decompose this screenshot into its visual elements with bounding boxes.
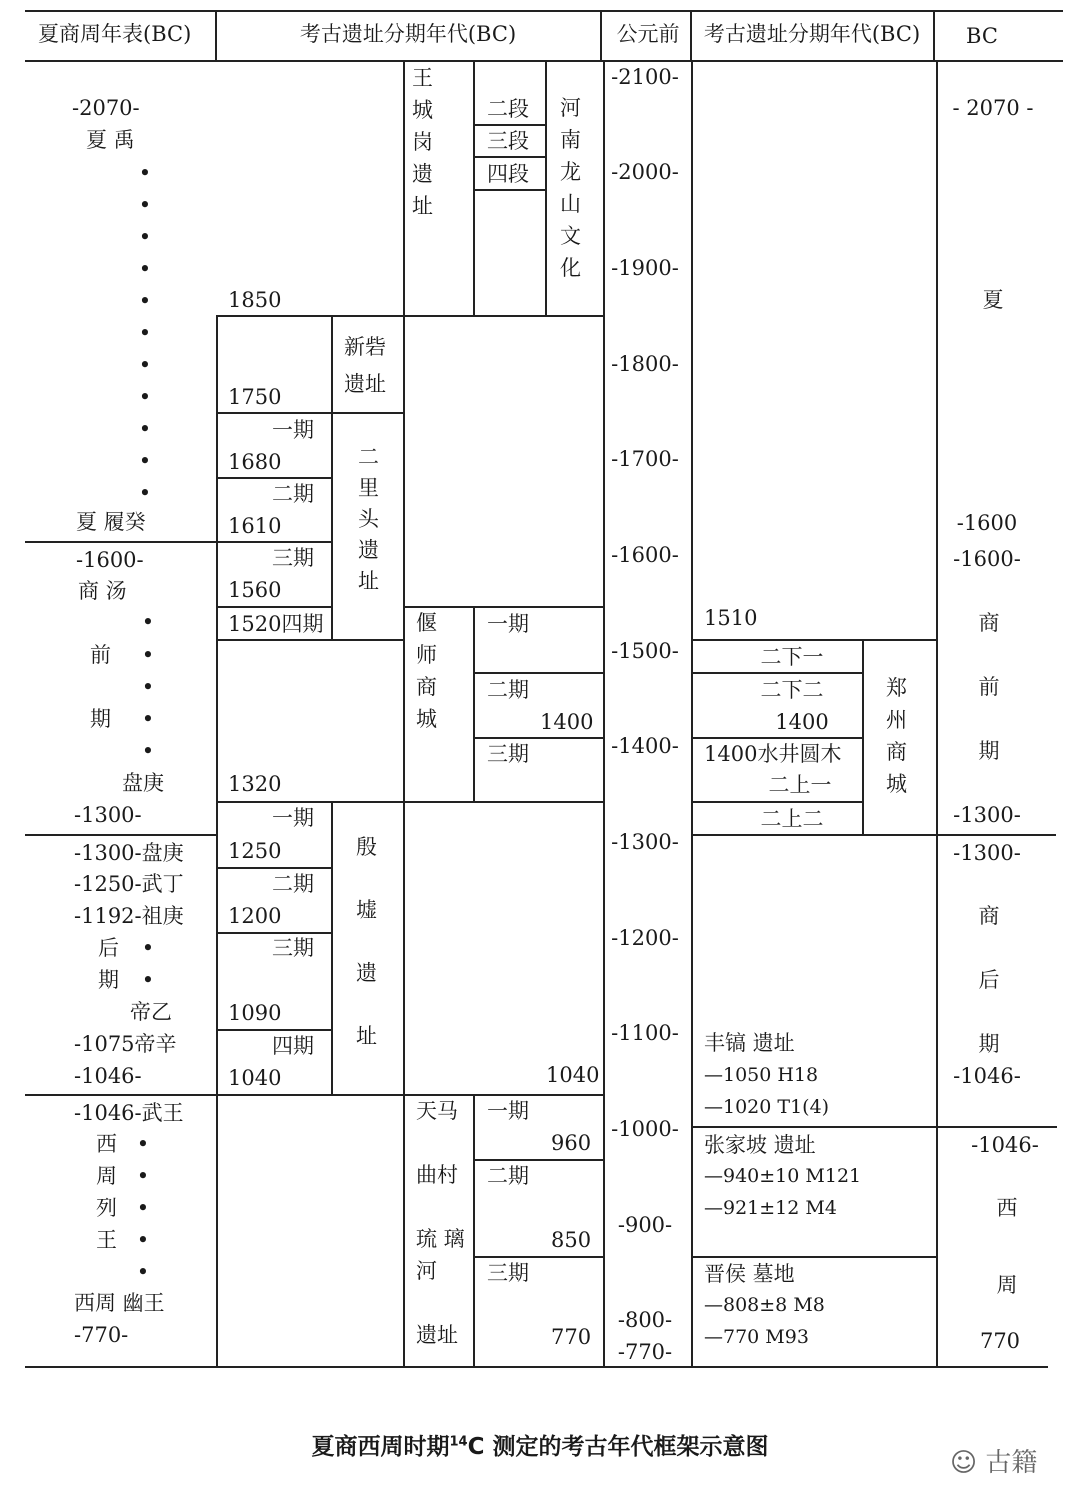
header-archaeology-left: 考古遗址分期年代(BC) [299, 22, 517, 46]
rule-h [691, 737, 863, 739]
hou-label: 后 [98, 936, 119, 960]
dot: • [138, 193, 152, 217]
ershang-2: 二上二 [760, 807, 824, 831]
zhou-char: 西 [96, 1132, 117, 1156]
year-850: 850 [551, 1228, 592, 1252]
scale-1100: -1100- [611, 1021, 679, 1045]
rule-h [216, 1029, 332, 1031]
rule-h [403, 801, 604, 803]
header-bc: BC [966, 24, 998, 48]
erxia-2: 二下二 [760, 678, 824, 702]
dot: • [138, 449, 152, 473]
bc-zhou: 周 [996, 1273, 1018, 1297]
tianma-phase-3: 三期 [487, 1261, 529, 1285]
rule-header [25, 60, 1063, 62]
dot: • [136, 1132, 150, 1156]
xia-start-year: -2070- [72, 96, 140, 120]
rule-h [691, 834, 1056, 836]
scale-1000: -1000- [611, 1117, 679, 1141]
erlitou-site: 二 里 头 遗 址 [358, 445, 379, 593]
year-1610: 1610 [228, 514, 282, 538]
scale-1300: -1300- [611, 830, 679, 854]
rule-h [216, 315, 604, 317]
ershang-1: 二上一 [768, 773, 832, 797]
rule-v [473, 1094, 475, 1367]
bc-1600: -1600 [956, 511, 1018, 535]
phase-1: 一期 [272, 418, 314, 442]
well-timber-1400: 1400水井圆木 [704, 742, 842, 766]
wuwang-1046: -1046-武王 [74, 1101, 184, 1125]
bc-shang: 商 [978, 611, 1000, 635]
bc-1046: -1046- [953, 1064, 1021, 1088]
rule-v [331, 801, 333, 1094]
year-960: 960 [551, 1131, 592, 1155]
jinhou-m93: —770 M93 [704, 1326, 809, 1348]
bc-770: 770 [979, 1329, 1021, 1353]
year-1046: -1046- [74, 1064, 142, 1088]
zugeng-1192: -1192-祖庚 [74, 904, 184, 928]
scale-1200: -1200- [611, 926, 679, 950]
zhou-char: 周 [96, 1164, 117, 1188]
scale-1700: -1700- [611, 447, 679, 471]
yanshi-shangcheng: 偃 师 商 城 [416, 611, 437, 731]
rule-h [216, 606, 332, 608]
qucun-label: 曲村 [416, 1163, 458, 1187]
year-1320: 1320 [228, 772, 282, 796]
qi-label: 期 [90, 707, 111, 731]
dot: • [141, 968, 155, 992]
bc-2070: - 2070 - [952, 96, 1034, 120]
rule-v [690, 10, 692, 60]
zhangjiapo-site: 张家坡 遗址 [704, 1133, 816, 1157]
jinhou-cemetery: 晋侯 墓地 [704, 1262, 795, 1286]
rule-h [216, 932, 332, 934]
rule-h [473, 1159, 604, 1161]
rule-h [216, 477, 332, 479]
bc-1600: -1600- [953, 547, 1021, 571]
rule-v [545, 60, 547, 315]
bc-qi: 期 [978, 739, 1000, 763]
rule-v [600, 10, 602, 60]
year-1040: 1040 [228, 1066, 282, 1090]
pangeng: 盘庚 [122, 771, 164, 795]
wangchenggang-site: 王 城 岗 遗 址 [412, 66, 433, 218]
rule-h [473, 672, 604, 674]
scale-770: -770- [617, 1340, 673, 1364]
dot: • [136, 1260, 150, 1284]
dot: • [138, 257, 152, 281]
wuding-1250: -1250-武丁 [74, 872, 184, 896]
year-1510: 1510 [704, 606, 758, 630]
yanshi-phase-2: 二期 [487, 678, 529, 702]
rule-v [603, 60, 605, 1367]
bc-1300: -1300- [953, 841, 1021, 865]
shang-start-year: -1600- [76, 548, 144, 572]
rule-top [25, 10, 1063, 12]
bc-shang: 商 [978, 904, 1000, 928]
rule-h [473, 737, 604, 739]
rule-h [473, 156, 546, 158]
header-archaeology-right: 考古遗址分期年代(BC) [703, 22, 921, 46]
zhengzhou-shangcheng: 郑 州 商 城 [886, 676, 907, 796]
tianma-phase-1: 一期 [487, 1099, 529, 1123]
rule-v [403, 60, 405, 1367]
year-1850: 1850 [228, 288, 282, 312]
rule-h [473, 124, 546, 126]
year-1090: 1090 [228, 1001, 282, 1025]
watermark: ☺ 古籍 [950, 1448, 1038, 1478]
phase-3: 三期 [272, 546, 314, 570]
rule-h [691, 801, 863, 803]
xinzhai-site: 遗址 [344, 372, 386, 396]
dot: • [141, 936, 155, 960]
scale-1500: -1500- [611, 639, 679, 663]
rule-h [25, 834, 218, 836]
yinxu-site: 殷 墟 遗 址 [356, 835, 377, 1048]
dot: • [141, 739, 155, 763]
fenghao-h18: —1050 H18 [704, 1064, 819, 1086]
rule-v [216, 315, 218, 1367]
bc-qian: 前 [978, 675, 1000, 699]
dot: • [141, 643, 155, 667]
duan-4: 四段 [487, 162, 529, 186]
dot: • [136, 1228, 150, 1252]
scale-900: -900- [617, 1213, 673, 1237]
dot: • [138, 225, 152, 249]
year-1200: 1200 [228, 904, 282, 928]
scale-1900: -1900- [611, 256, 679, 280]
yinxu-phase-4: 四期 [272, 1034, 314, 1058]
year-1040-right: 1040 [546, 1063, 600, 1087]
rule-h [473, 1256, 604, 1258]
rule-h [691, 1256, 937, 1258]
zhou-char: 王 [96, 1228, 117, 1252]
dot: • [136, 1196, 150, 1220]
scale-800: -800- [617, 1308, 673, 1332]
jinhou-m8: —808±8 M8 [704, 1294, 825, 1316]
year-1250: 1250 [228, 839, 282, 863]
dot: • [141, 675, 155, 699]
dot: • [138, 353, 152, 377]
rule-h [473, 189, 546, 191]
bc-xia: 夏 [982, 288, 1004, 312]
dot: • [138, 417, 152, 441]
dot: • [141, 610, 155, 634]
yinxu-phase-1: 一期 [272, 806, 314, 830]
fenghao-site: 丰镐 遗址 [704, 1031, 795, 1055]
yinxu-phase-3: 三期 [272, 936, 314, 960]
rule-bottom [25, 1366, 1048, 1368]
qian-label: 前 [90, 643, 111, 667]
rule-h [691, 639, 937, 641]
zhangjiapo-m121: —940±10 M121 [704, 1165, 862, 1187]
bc-1046: -1046- [971, 1133, 1039, 1157]
rule-h [216, 412, 404, 414]
wechat-icon: ☺ [950, 1448, 986, 1478]
rule-v [473, 60, 475, 315]
rule-v [933, 10, 935, 60]
year-770: 770 [551, 1325, 592, 1349]
rule-v [215, 10, 217, 60]
xia-lugui: 夏 履癸 [76, 510, 146, 534]
rule-v [691, 60, 693, 1367]
dot: • [141, 707, 155, 731]
henan-longshan-culture: 河 南 龙 山 文 化 [560, 96, 581, 280]
dot: • [138, 321, 152, 345]
yinxu-phase-2: 二期 [272, 872, 314, 896]
xinzhai-site: 新砦 [344, 335, 386, 359]
scale-2100: -2100- [611, 65, 679, 89]
right-1400: 1400 [775, 710, 829, 734]
year-1300: -1300- [74, 803, 142, 827]
qi-label: 期 [98, 968, 119, 992]
erxia-1: 二下一 [760, 645, 824, 669]
zhou-char: 列 [96, 1196, 117, 1220]
yanshi-1400: 1400 [540, 710, 594, 734]
liuli-label: 琉 璃 [416, 1227, 465, 1251]
year-1680: 1680 [228, 450, 282, 474]
tianma-phase-2: 二期 [487, 1164, 529, 1188]
rule-v [473, 606, 475, 802]
scale-2000: -2000- [611, 160, 679, 184]
yizhi-label: 遗址 [416, 1323, 458, 1347]
yanshi-phase-3: 三期 [487, 742, 529, 766]
dot: • [138, 161, 152, 185]
dot: • [136, 1164, 150, 1188]
zhangjiapo-m4: —921±12 M4 [704, 1197, 837, 1219]
rule-h [216, 639, 404, 641]
year-770: -770- [74, 1323, 129, 1347]
scale-1800: -1800- [611, 352, 679, 376]
year-1560: 1560 [228, 578, 282, 602]
xia-yu: 夏 禹 [86, 128, 135, 152]
rule-h [25, 541, 332, 543]
bc-xi: 西 [996, 1196, 1018, 1220]
header-bce: 公元前 [616, 22, 680, 46]
figure-caption: 夏商西周时期$^{14}$C 测定的考古年代框架示意图 [311, 1434, 769, 1460]
rule-h [25, 1094, 604, 1096]
bc-qi: 期 [978, 1032, 1000, 1056]
duan-2: 二段 [487, 97, 529, 121]
diyi: 帝乙 [130, 1000, 172, 1024]
scale-1600: -1600- [611, 543, 679, 567]
bc-1300: -1300- [953, 803, 1021, 827]
scale-1400: -1400- [611, 734, 679, 758]
yanshi-phase-1: 一期 [487, 612, 529, 636]
he-label: 河 [416, 1259, 437, 1283]
shang-tang: 商 汤 [78, 579, 127, 603]
duan-3: 三段 [487, 129, 529, 153]
dot: • [138, 385, 152, 409]
rule-h [216, 867, 332, 869]
rule-h [216, 801, 404, 803]
bc-hou: 后 [978, 968, 1000, 992]
dot: • [138, 289, 152, 313]
youwang: 西周 幽王 [74, 1291, 165, 1315]
rule-h [403, 606, 604, 608]
rule-h [691, 1126, 1057, 1128]
fenghao-t1: —1020 T1(4) [704, 1096, 830, 1118]
tianma-label: 天马 [416, 1099, 458, 1123]
dot: • [138, 481, 152, 505]
rule-h [691, 672, 863, 674]
phase-2: 二期 [272, 482, 314, 506]
rule-v [936, 60, 938, 1367]
dixin-1075: -1075帝辛 [74, 1032, 177, 1056]
year-1520-phase-4: 1520四期 [228, 612, 324, 636]
year-1750: 1750 [228, 385, 282, 409]
pangeng-1300: -1300-盘庚 [74, 841, 184, 865]
header-chronology: 夏商周年表(BC) [38, 22, 192, 46]
